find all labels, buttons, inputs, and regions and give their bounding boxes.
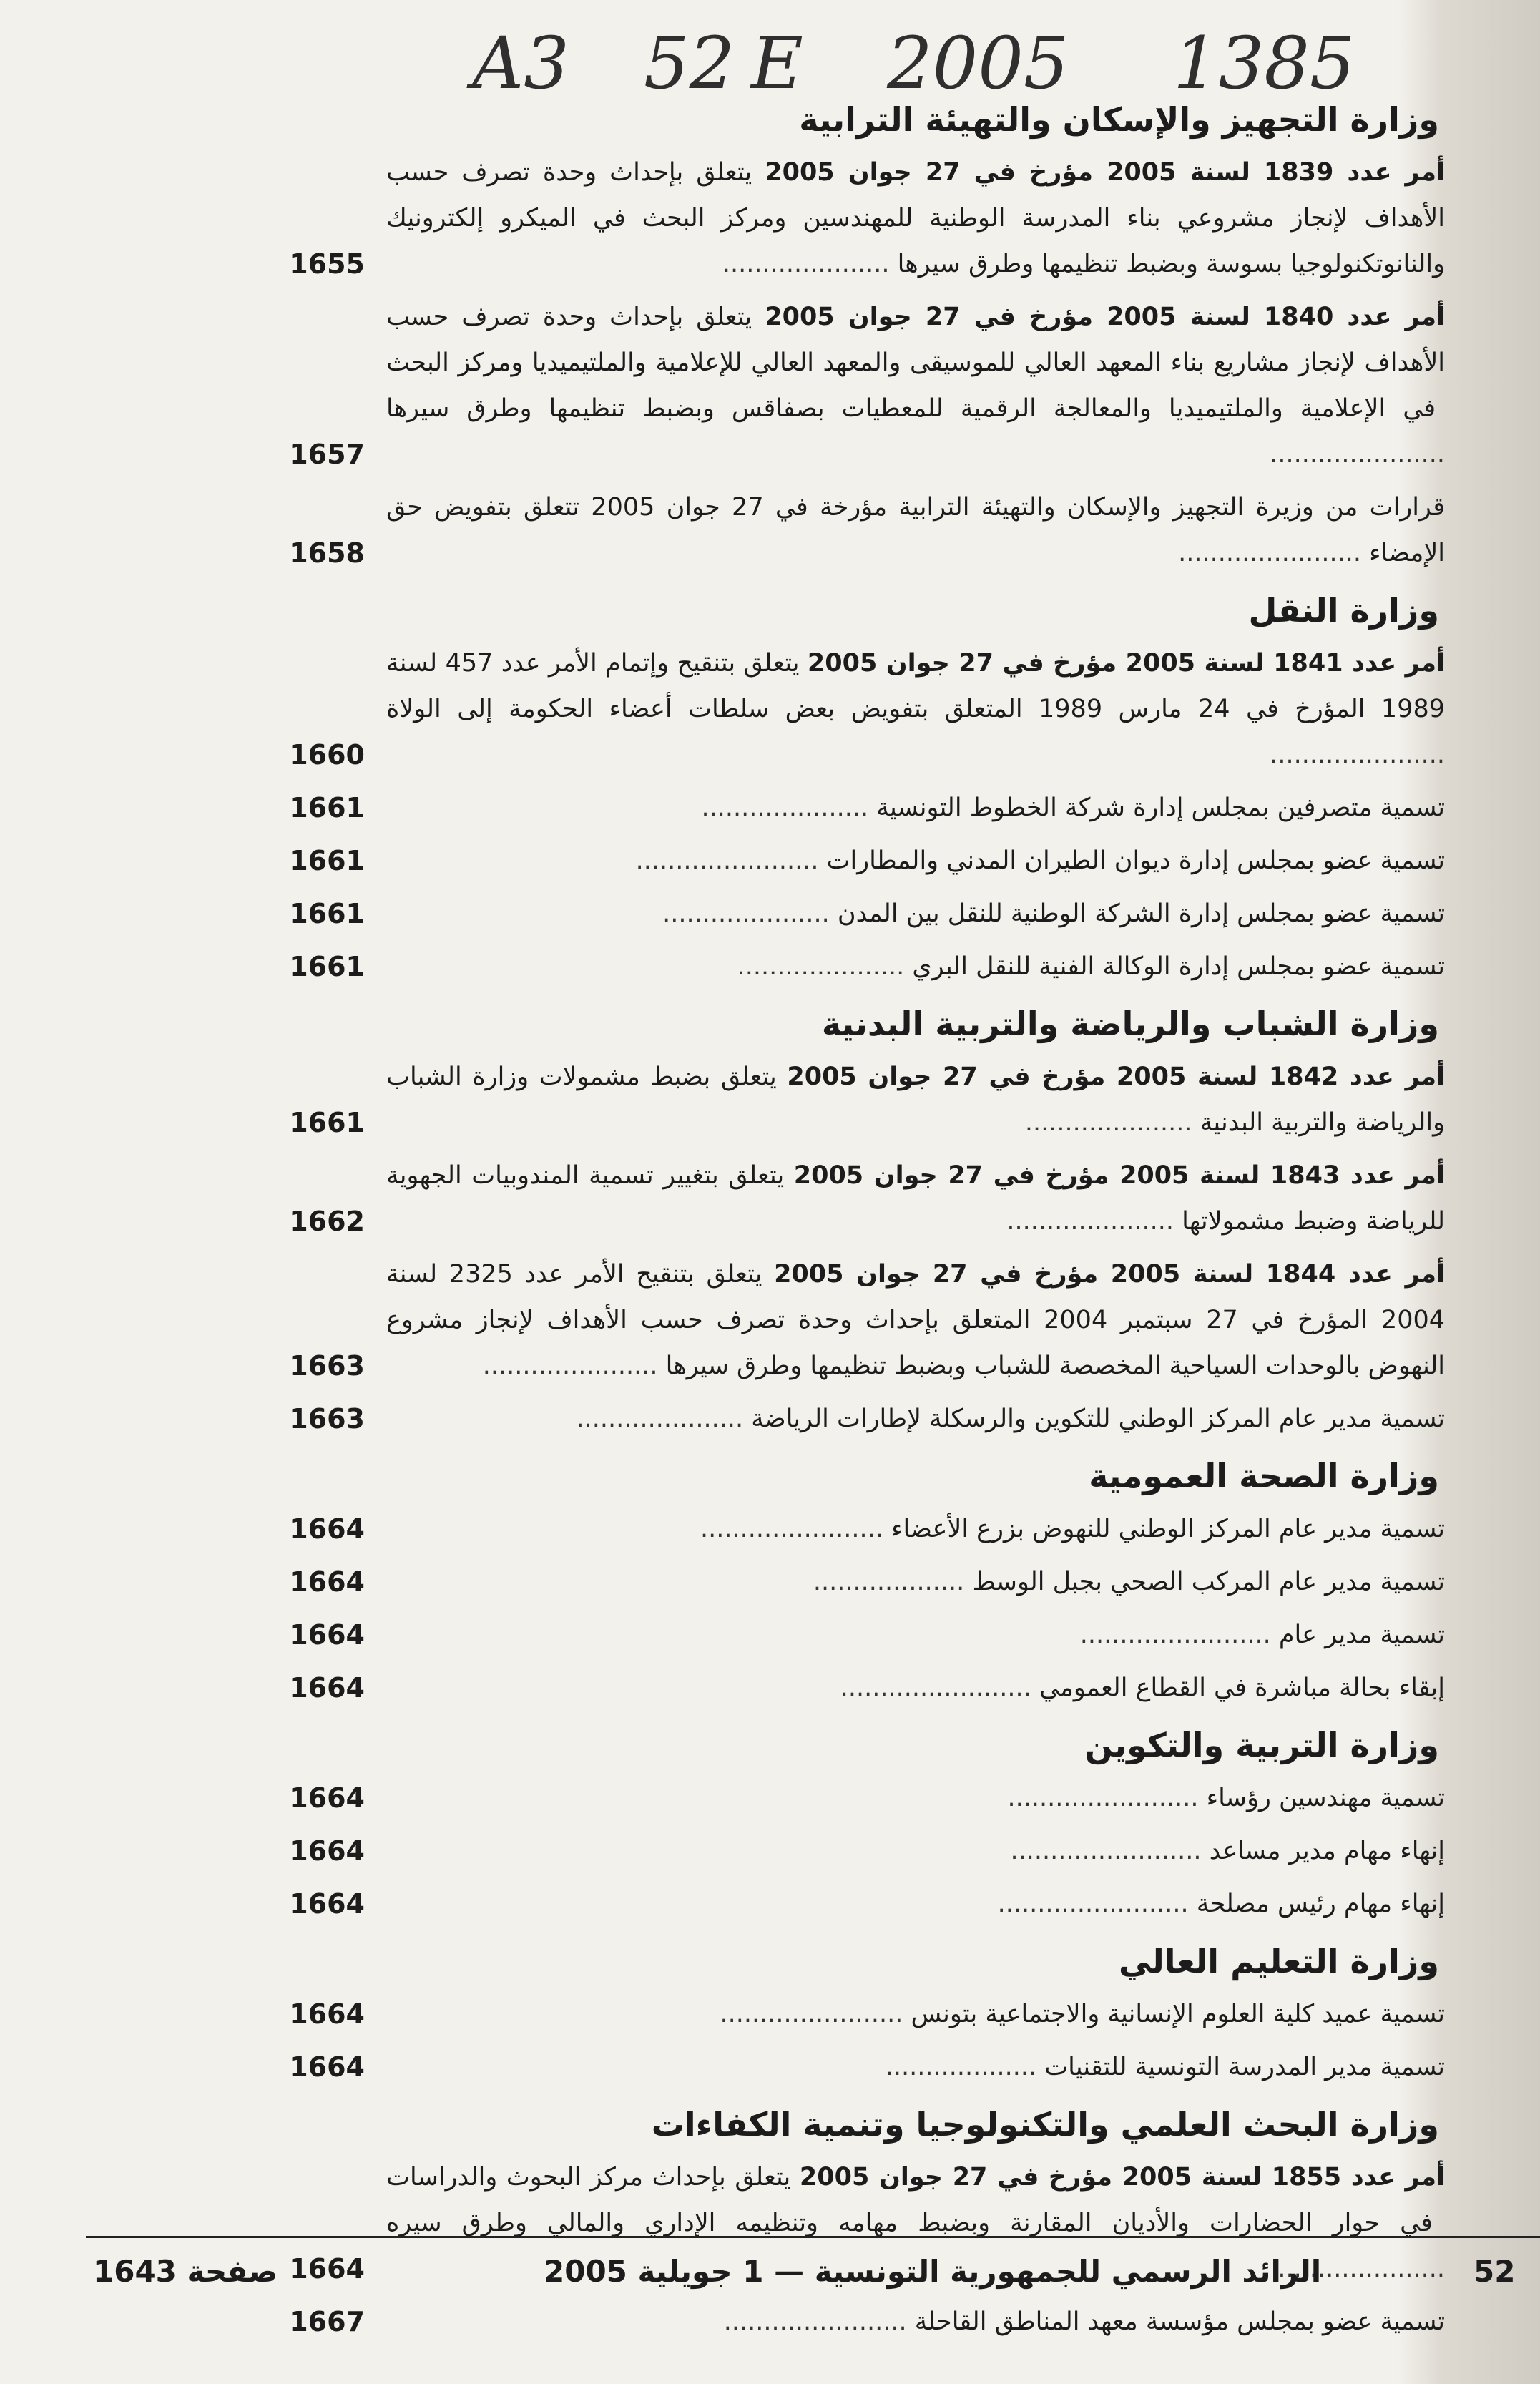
toc-entry[interactable] [243,150,1445,287]
page-number: 1661 [289,1107,365,1138]
toc-section [243,1001,1445,1442]
leader-dots: ..................... [722,250,890,278]
page-number: 1664 [289,1672,365,1704]
toc-entry[interactable] [243,1251,1445,1389]
section-title: وزارة النقل [1248,591,1439,630]
toc-section [243,2101,1445,2345]
leader-dots: ................... [813,1568,965,1596]
leader-dots: ..................... [1277,2254,1445,2283]
section-title: وزارة التجهيز والإسكان والتهيئة الترابية [799,100,1439,139]
page-number: 1667 [289,2306,365,2337]
entry-text: تسمية عضو بمجلس إدارة الشركة الوطنية للنقل بين المدن [829,899,1445,928]
page-number: 1658 [289,537,365,569]
entry-text: يتعلق بتغيير تسمية المندوبيات الجهوية للرياضة وضبط مشمولاتها [386,1161,1445,1236]
entry-text: تسمية مدير المدرسة التونسية للتقنيات [1036,2053,1445,2081]
handwritten-note: A3 [472,21,569,105]
entry-text: يتعلق بضبط مشمولات وزارة الشباب والرياضة والتربية البدنية [386,1062,1445,1137]
toc-entry[interactable] [243,785,1445,831]
entry-lead: أمر عدد 1842 لسنة 2005 مؤرخ في 27 جوان 2005 [787,1062,1446,1091]
entry-text: يتعلق بتنقيح وإتمام الأمر عدد 457 لسنة 1989 المؤرخ في 24 مارس 1989 المتعلق بتفويض بعض سلطات أعضاء الحكومة إلى الولاة [386,649,1445,723]
toc-entry[interactable] [243,1396,1445,1442]
toc-entry[interactable] [243,2044,1445,2090]
page-number: 1664 [289,1888,365,1920]
leader-dots: ....................... [700,1515,883,1543]
toc-entry[interactable] [243,1775,1445,1821]
leader-dots: ..................... [662,899,830,928]
entry-text: إبقاء بحالة مباشرة في القطاع العمومي [1031,1674,1445,1702]
entry-lead: أمر عدد 1840 لسنة 2005 مؤرخ في 27 جوان 2005 [765,303,1445,331]
toc-entry[interactable] [243,1881,1445,1927]
section-title: وزارة الصحة العمومية [1089,1457,1439,1495]
leader-dots: ..................... [576,1404,744,1433]
page-number: 1657 [289,439,365,470]
page-number: 1663 [289,1403,365,1435]
toc-section [243,1722,1445,1927]
entry-lead: أمر عدد 1855 لسنة 2005 مؤرخ في 27 جوان 2005 [799,2163,1445,2192]
journal-title: الرائد الرسمي للجمهورية التونسية — 1 جويلية 2005 [544,2254,1322,2289]
section-title: وزارة الشباب والرياضة والتربية البدنية [821,1005,1439,1043]
handwritten-note: E [751,21,803,105]
page-number: 1662 [289,1206,365,1237]
issue-number: 52 [1473,2254,1516,2289]
page-label: صفحة 1643 [93,2254,278,2289]
toc-section [243,1453,1445,1711]
section-title: وزارة التربية والتكوين [1084,1726,1439,1764]
entry-text: يتعلق بإحداث مركز البحوث والدراسات في حوار الحضارات والأديان المقارنة وبضبط مهامه وتنظيمه الإداري والمالي وطرق سيره [386,2163,1433,2237]
leader-dots: ...................... [482,1352,658,1380]
toc-entry[interactable] [243,944,1445,990]
handwritten-note: 2005 [887,21,1069,105]
toc-section [243,587,1445,990]
toc-entry[interactable] [243,2299,1445,2345]
entry-text: تسمية متصرفين بمجلس إدارة شركة الخطوط التونسية [868,793,1445,822]
entry-lead: أمر عدد 1841 لسنة 2005 مؤرخ في 27 جوان 2005 [807,649,1446,678]
leader-dots: ..................... [1006,1207,1174,1236]
toc-entry[interactable] [243,294,1445,477]
handwritten-note: 1385 [1173,21,1355,105]
page-number: 1660 [289,739,365,771]
toc-entry[interactable] [243,1153,1445,1244]
toc-entry[interactable] [243,640,1445,778]
page-number: 1664 [289,1619,365,1651]
page-number: 1664 [289,1835,365,1867]
entry-text: تسمية عضو بمجلس إدارة الوكالة الفنية للنقل البري [904,952,1445,981]
leader-dots: ................... [885,2053,1037,2081]
leader-dots: ........................ [840,1674,1031,1702]
toc-section [243,1938,1445,2090]
leader-dots: ..................... [701,793,869,822]
toc-entry[interactable] [243,1828,1445,1874]
entry-text: تسمية عضو بمجلس مؤسسة معهد المناطق القاحلة [906,2307,1445,2336]
toc-entry[interactable] [243,484,1445,576]
page-number: 1661 [289,792,365,824]
page-number: 1664 [289,2253,365,2285]
entry-text: تسمية مدير عام المركب الصحي بجبل الوسط [964,1568,1445,1596]
page-number: 1664 [289,1782,365,1814]
entry-lead: أمر عدد 1843 لسنة 2005 مؤرخ في 27 جوان 2005 [793,1161,1445,1190]
table-of-contents [243,97,1445,2356]
page-number: 1661 [289,951,365,982]
toc-entry[interactable] [243,1559,1445,1605]
page-number: 1663 [289,1350,365,1382]
entry-text: تسمية مهندسين رؤساء [1198,1784,1445,1812]
footer-rule [86,2236,1540,2238]
leader-dots: ........................ [997,1890,1189,1918]
page-number: 1661 [289,898,365,929]
entry-text: إنهاء مهام مدير مساعد [1201,1837,1445,1865]
entry-text: تسمية مدير عام المركز الوطني للتكوين والرسكلة لإطارات الرياضة [743,1404,1445,1433]
leader-dots: ...................... [1270,741,1445,769]
toc-entry[interactable] [243,838,1445,884]
leader-dots: ....................... [723,2307,907,2336]
entry-text: يتعلق بإحداث وحدة تصرف حسب الأهداف لإنجاز مشاريع بناء المعهد العالي للموسيقى والمعهد العالي للإعلامية والملتيميديا ومركز البحث في الإعلامية والملتيميديا والمعالجة الرقمية للمعطيات بصفاقس وبضبط تنظيمها وطرق سيرها [386,303,1445,423]
leader-dots: ........................ [1007,1784,1199,1812]
page-number: 1661 [289,845,365,876]
page-number: 1664 [289,1566,365,1598]
toc-entry[interactable] [243,1054,1445,1145]
entry-text: إنهاء مهام رئيس مصلحة [1188,1890,1445,1918]
toc-entry[interactable] [243,1612,1445,1658]
leader-dots: ........................ [1079,1621,1271,1649]
toc-section [243,97,1445,576]
section-title: وزارة التعليم العالي [1118,1942,1439,1980]
page-number: 1664 [289,2051,365,2083]
handwritten-note: 52 [644,21,735,105]
page-number: 1664 [289,1998,365,2030]
toc-entry[interactable] [243,891,1445,937]
leader-dots: ........................ [1010,1837,1202,1865]
entry-lead: أمر عدد 1839 لسنة 2005 مؤرخ في 27 جوان 2005 [765,158,1445,187]
section-title: وزارة البحث العلمي والتكنولوجيا وتنمية الكفاءات [651,2105,1439,2144]
leader-dots: ....................... [635,846,819,875]
page-number: 1655 [289,248,365,280]
entry-text: تسمية عميد كلية العلوم الإنسانية والاجتماعية بتونس [903,2000,1445,2028]
leader-dots: ....................... [720,2000,903,2028]
leader-dots: ....................... [1178,539,1361,567]
entry-text: تسمية مدير عام المركز الوطني للنهوض بزرع الأعضاء [883,1515,1445,1543]
entry-text: تسمية مدير عام [1270,1621,1445,1649]
toc-entry[interactable] [243,1665,1445,1711]
entry-text: يتعلق بتنقيح الأمر عدد 2325 لسنة 2004 المؤرخ في 27 سبتمبر 2004 المتعلق بإحداث وحدة تصرف حسب الأهداف لإنجاز مشروع النهوض بالوحدات السياحية المخصصة للشباب وبضبط تنظيمها وطرق سيرها [386,1260,1446,1380]
entry-text: تسمية عضو بمجلس إدارة ديوان الطيران المدني والمطارات [818,846,1445,875]
leader-dots: ..................... [1024,1108,1192,1137]
toc-entry[interactable] [243,1991,1445,2037]
entry-text: قرارات من وزيرة التجهيز والإسكان والتهيئة الترابية مؤرخة في 27 جوان 2005 تتعلق بتفويض حق الإمضاء [386,493,1446,567]
entry-text: يتعلق بإحداث وحدة تصرف حسب الأهداف لإنجاز مشروعي بناء المدرسة الوطنية للمهندسين ومركز البحث في الميكرو إلكترونيك والنانوتكنولوجيا بسوسة وبضبط تنظيمها وطرق سيرها [386,158,1445,278]
leader-dots: ...................... [1270,440,1445,469]
page-number: 1664 [289,1513,365,1545]
entry-lead: أمر عدد 1844 لسنة 2005 مؤرخ في 27 جوان 2005 [774,1260,1446,1289]
toc-entry[interactable] [243,1506,1445,1552]
leader-dots: ..................... [737,952,905,981]
